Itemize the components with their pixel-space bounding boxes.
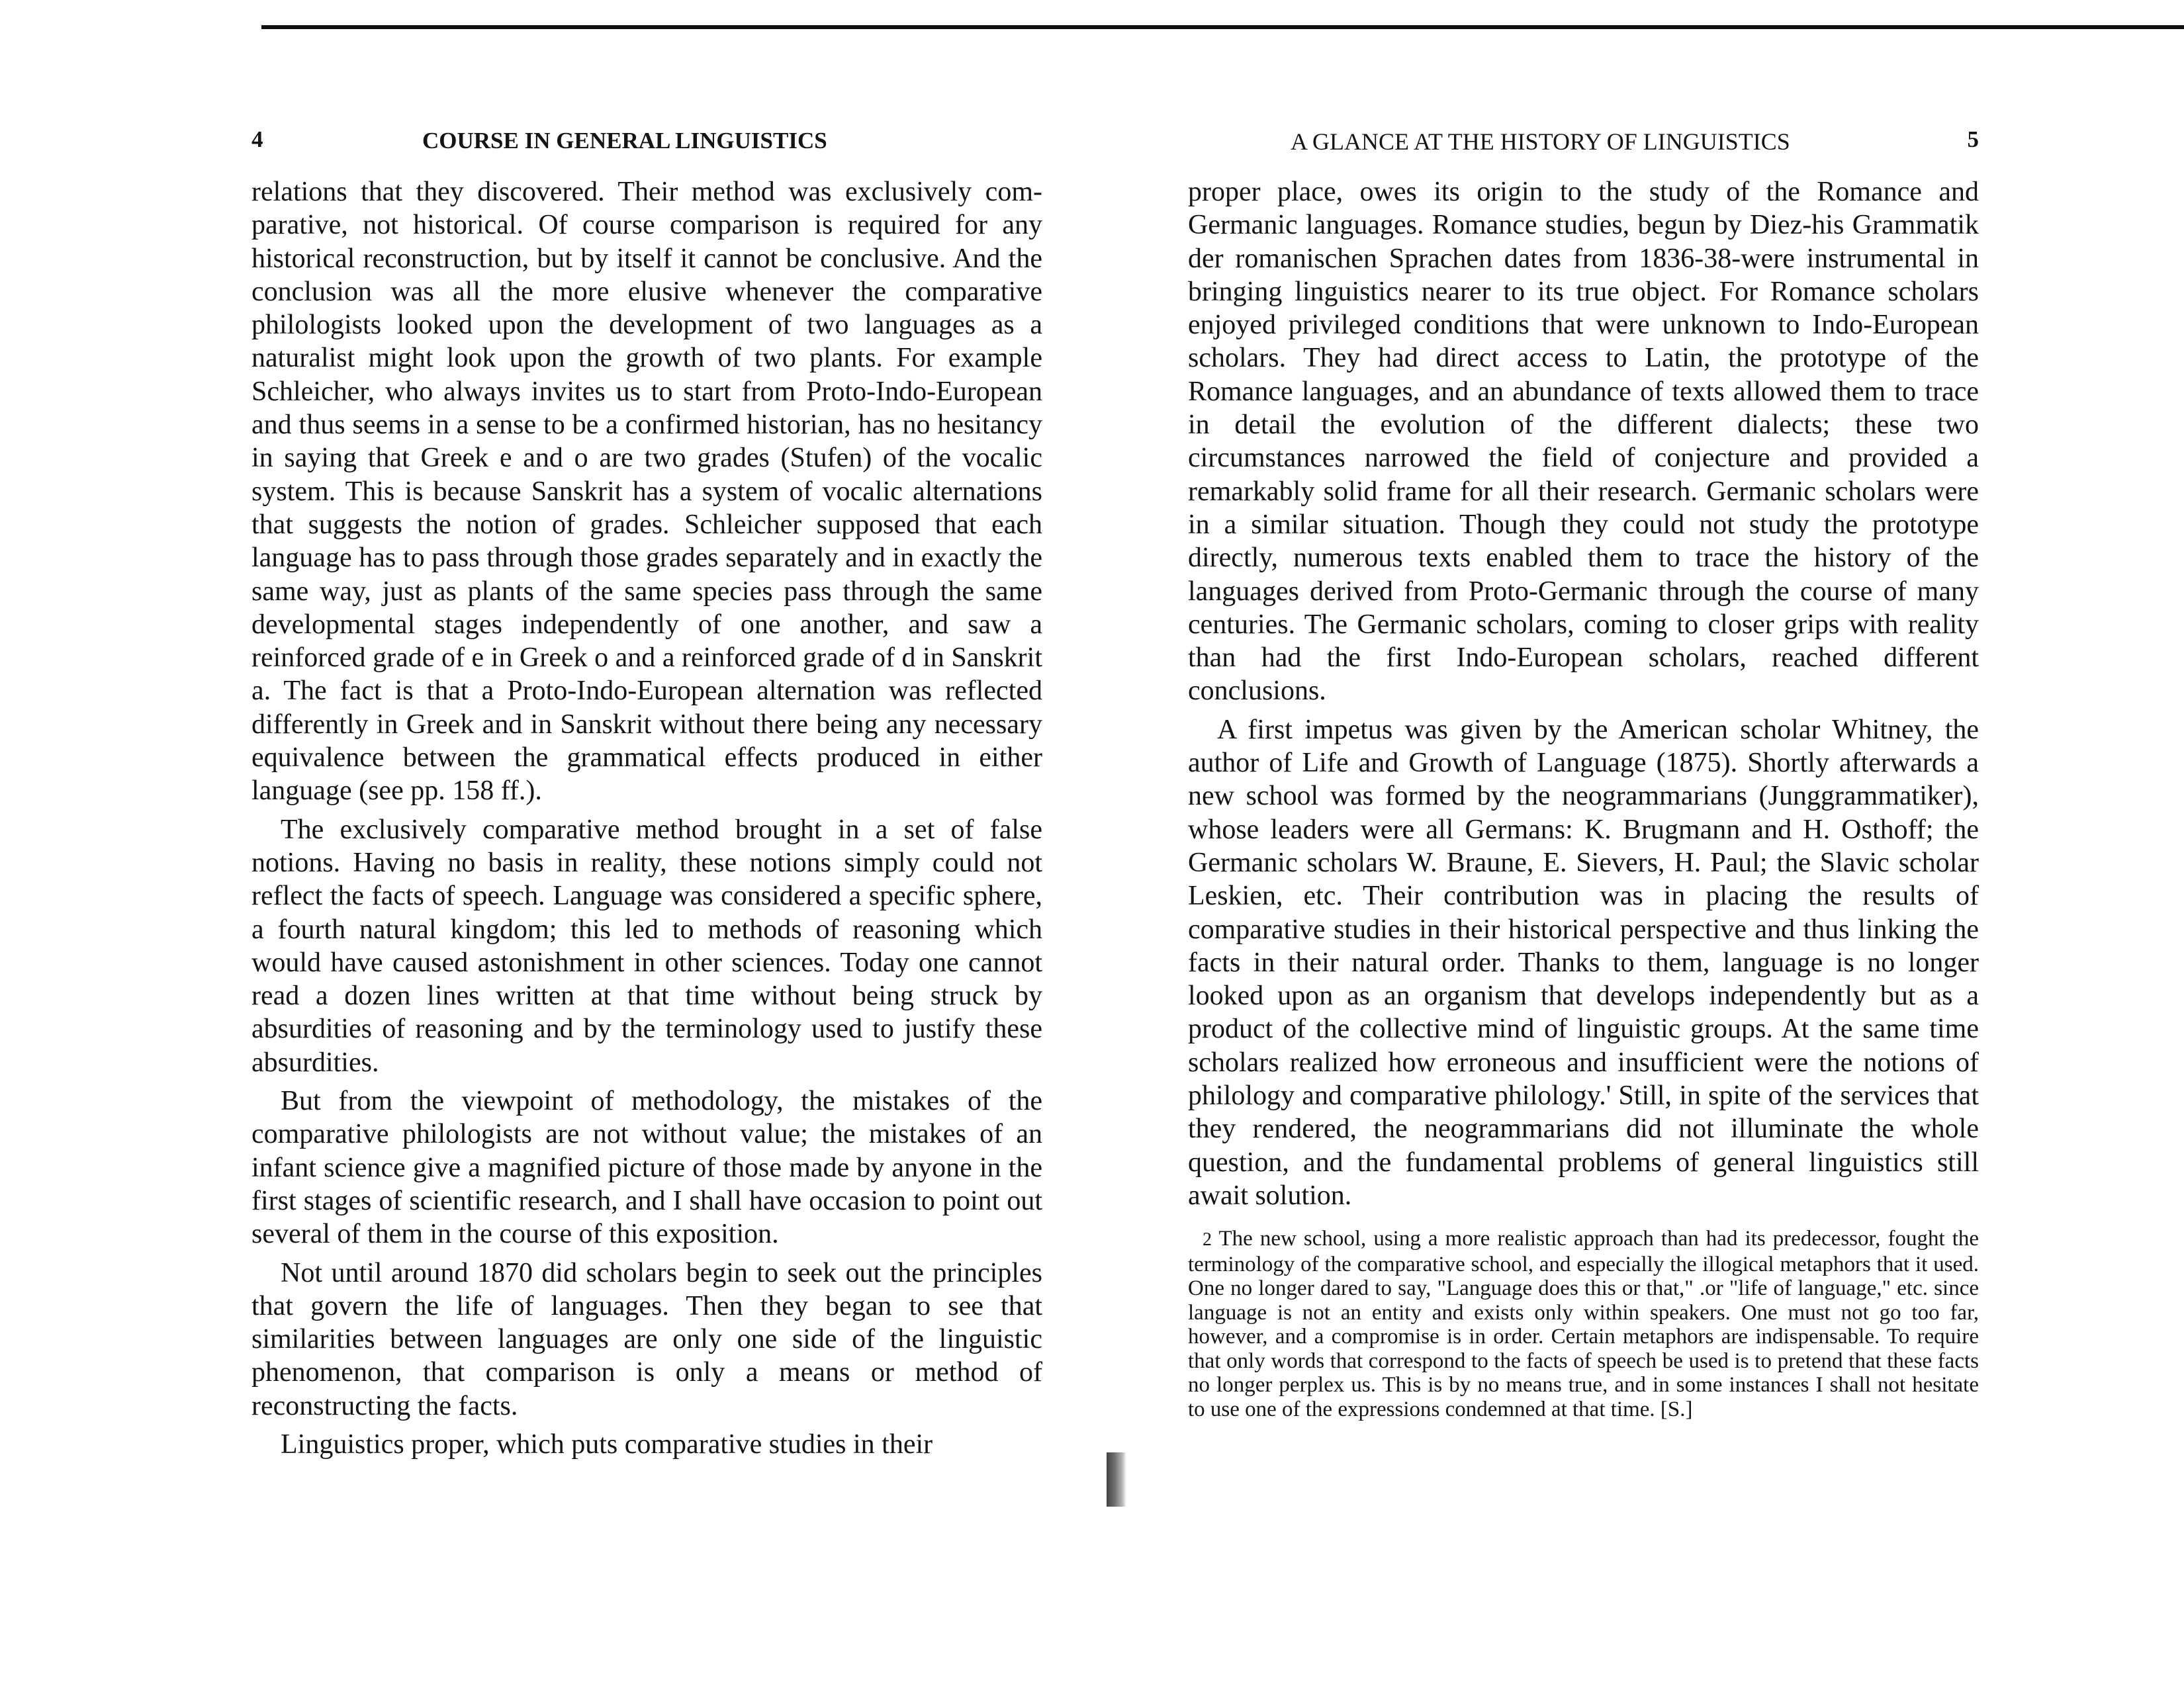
scan-artifact — [1107, 1452, 1126, 1507]
right-page — [1188, 122, 1979, 1421]
left-paragraph-2: The exclusively comparative method brought in a set of false notions. Having no basis in reality, these notions simply could not reflect the facts of speech. Language was considered a specific sphere, a fourth natural kingdom; this led to methods of reasoning which would have caused astonishment in other sciences. Today one cannot read a dozen lines written at that time without being struck by absurdities of reasoning and by the terminology used to justify these absurdities. — [251, 814, 1042, 1078]
right-paragraph-2: A first impetus was given by the American scholar Whitney, the author of Life and Growth of Language (1875). Shortly afterwards a new school was formed by the neogrammarians (Junggrammatiker), whose leaders were all Germans: K. Brugmann and H. Osthoff; the Germanic scholars W. Braune, E. Sievers, H. Paul; the Slavic scholar Leskien, etc. Their contribution was in placing the results of comparative studies in their historical perspective and thus linking the facts in their natural order. Thanks to them, language is no longer looked upon as an organism that develops independently but as a product of the collective mind of linguistic groups. At the same time scholars realized how erroneous and insufficient were the notions of philology and comparative philology.' Still, in spite of the services that they rendered, the neogrammarians did not illuminate the whole question, and the fundamental problems of general linguistics still await solution. — [1188, 714, 1979, 1211]
footnote-marker: 2 — [1203, 1229, 1212, 1251]
right-running-head — [1188, 122, 1979, 162]
left-page-number: 4 — [251, 126, 263, 152]
left-body-text — [251, 175, 1042, 1461]
right-body-text — [1188, 175, 1979, 1212]
right-running-title: A GLANCE AT THE HISTORY OF LINGUISTICS — [1291, 128, 1790, 155]
footnote — [1188, 1227, 1979, 1421]
left-paragraph-3: But from the viewpoint of methodology, the mistakes of the comparative philologists are not without value; the mistakes of an infant science give a magnified picture of those made by anyone in the first stages of scientific research, and I shall have occasion to point out several of them in the course of this exposition. — [251, 1086, 1042, 1250]
left-running-title: COURSE IN GENERAL LINGUISTICS — [422, 128, 827, 154]
left-page — [251, 122, 1042, 1461]
left-running-head — [251, 122, 1042, 162]
footnote-text: The new school, using a more realistic approach than had its predecessor, fought the terminology of the comparative school, and especially the illogical metaphors that it used. One no longer dared to say, "Language does this or that," .or "life of language," etc. since language is not an entity and exists only within speakers. One must not go too far, however, and a compromise is in order. Certain metaphors are indispensable. To require that only words that correspond to the facts of speech be used is to pretend that these facts no longer perplex us. This is by no means true, and in some instances I shall not hesitate to use one of the expressions condemned at that time. [S.] — [1188, 1227, 1979, 1421]
right-page-number: 5 — [1967, 126, 1979, 152]
top-scan-rule — [261, 25, 2184, 29]
left-paragraph-4: Not until around 1870 did scholars begin to seek out the principles that govern the life of languages. Then they began to see that similarities between languages are only one side of the linguistic phenomenon, that comparison is only a means or method of reconstructing the facts. — [251, 1257, 1042, 1421]
left-paragraph-1: relations that they discovered. Their method was exclusively comparative, not historical. Of course comparison is required for any historical reconstruction, but by itself it cannot be conclusive. And the conclusion was all the more elusive whenever the comparative philologists looked upon the development of two languages as a naturalist might look upon the growth of two plants. For example Schleicher, who always invites us to start from Proto-Indo-European and thus seems in a sense to be a confirmed historian, has no hesitancy in saying that Greek e and o are two grades (Stufen) of the vocalic system. This is because Sanskrit has a system of vocalic alternations that suggests the notion of grades. Schleicher supposed that each language has to pass through those grades separately and in exactly the same way, just as plants of the same species pass through the same developmental stages independently of one another, and saw a reinforced grade of e in Greek o and a reinforced grade of d in Sanskrit a. The fact is that a Proto-Indo-European alternation was reflected differently in Greek and in Sanskrit without there being any necessary equivalence between the grammatical effects produced in either language (see pp. 158 ff.). — [251, 177, 1042, 807]
left-paragraph-5: Linguistics proper, which puts comparative studies in their — [281, 1429, 933, 1460]
right-paragraph-1: proper place, owes its origin to the study of the Romance and Germanic languages. Romance studies, begun by Diez-his Grammatik der romanischen Sprachen dates from 1836-38-were instrumental in bringing linguistics nearer to its true object. For Romance scholars enjoyed privileged conditions that were unknown to Indo-European scholars. They had direct access to Latin, the prototype of the Romance languages, and an abundance of texts allowed them to trace in detail the evolution of the different dialects; these two circumstances narrowed the field of conjecture and provided a remarkably solid frame for all their research. Germanic scholars were in a similar situation. Though they could not study the prototype directly, numerous texts enabled them to trace the history of the languages derived from Proto-Germanic through the course of many centuries. The Germanic scholars, coming to closer grips with reality than had the first Indo-European scholars, reached different conclusions. — [1188, 177, 1979, 707]
